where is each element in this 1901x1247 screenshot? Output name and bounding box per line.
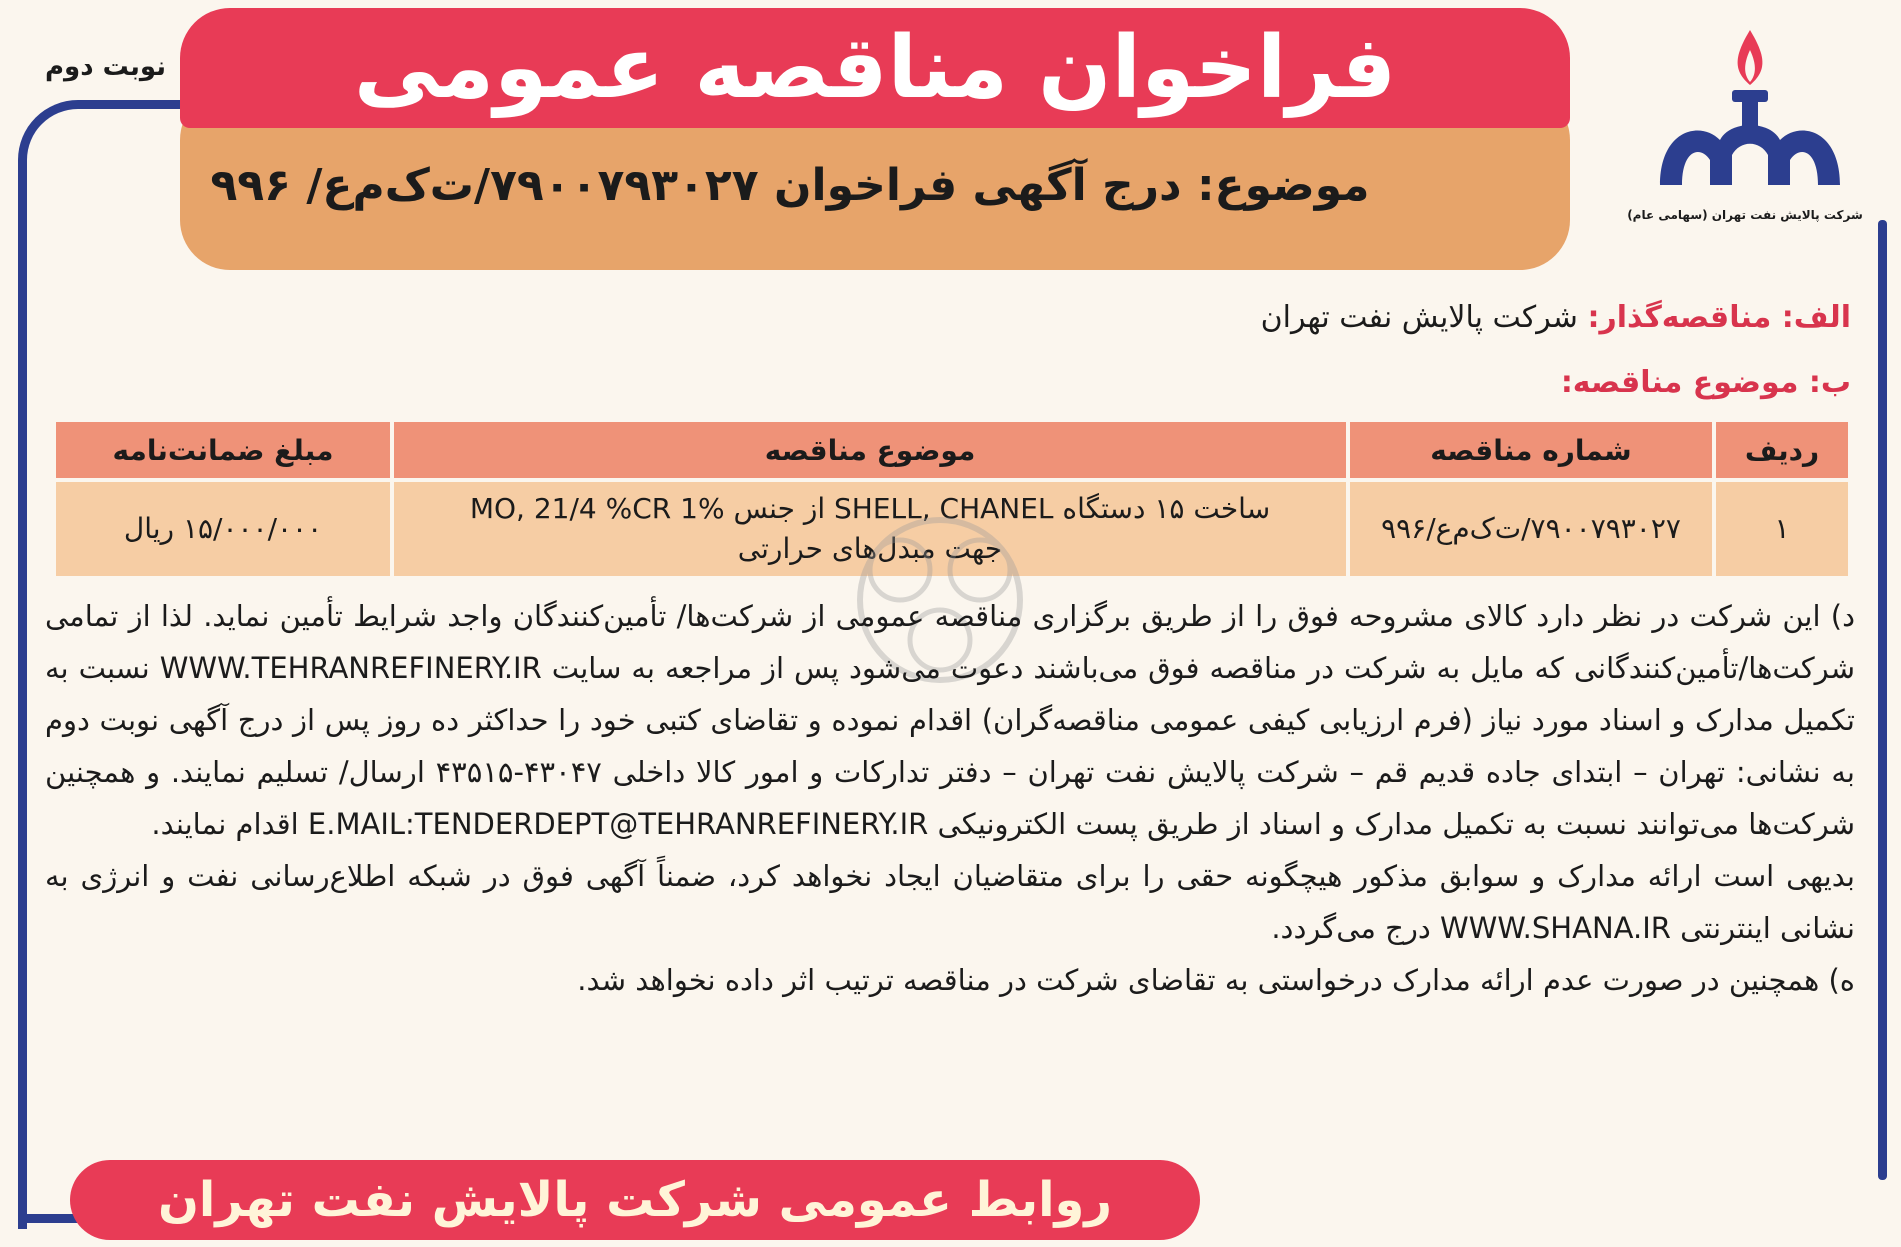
logo-caption: شرکت پالایش نفت تهران (سهامی عام) (1627, 208, 1863, 222)
col-header-row-number: ردیف (1714, 420, 1850, 480)
refinery-logo-icon (1640, 20, 1860, 200)
col-header-tender-subject: موضوع مناقصه (392, 420, 1348, 480)
cell-tender-number: ۷۹۰۰۷۹۳۰۲۷/ت‌ک‌م‌ع/۹۹۶ (1348, 480, 1714, 578)
footer-banner (70, 1160, 1200, 1240)
cell-row-number: ۱ (1714, 480, 1850, 578)
round-label: نوبت دوم (45, 52, 166, 82)
subject-line-2: جهت مبدل‌های حرارتی (737, 532, 1003, 565)
body-text (45, 590, 1855, 1006)
page-title: فراخوان مناقصه عمومی (353, 18, 1397, 118)
col-header-tender-number: شماره مناقصه (1348, 420, 1714, 480)
col-header-guarantee: مبلغ ضمانت‌نامه (54, 420, 392, 480)
subject-line: موضوع: درج آگهی فراخوان ۷۹۰۰۷۹۳۰۲۷/ت‌ک‌م‌ع/ ۹۹۶ (210, 160, 1370, 211)
header-title-band (180, 8, 1570, 128)
section-b (1561, 365, 1851, 400)
paragraph-d: د) این شرکت در نظر دارد کالای مشروحه فوق را از طریق برگزاری مناقصه عمومی از شرکت‌ها/ تأمین‌کنندگان واجد شرایط تأمین نماید. لذا از تمامی شرکت‌ها/تأمین‌کنندگانی که مایل به شرکت در مناقصه فوق می‌باشند دعوت می‌شود پس از مراجعه به سایت WWW.TEHRANREFINERY.IR نسبت به تکمیل مدارک و اسناد مورد نیاز (فرم ارزیابی کیفی عمومی مناقصه‌گران) اقدام نموده و تقاضای کتبی خود را حداکثر ده روز پس از درج آگهی نوبت دوم به نشانی: تهران – ابتدای جاده قدیم قم – شرکت پالایش نفت تهران – دفتر تدارکات و امور کالا داخلی ۴۳۰۴۷-۴۳۵۱۵ ارسال/ تسلیم نمایند. و همچنین شرکت‌ها می‌توانند نسبت به تکمیل مدارک و اسناد از طریق پست الکترونیکی E.MAIL:TENDERDEPT@TEHRANREFINERY.IR اقدام نمایند. (45, 599, 1855, 841)
subject-line-1: ساخت ۱۵ دستگاه SHELL, CHANEL از جنس %1 MO, 21/4 %CR (469, 492, 1271, 525)
border-frame-right (1878, 220, 1887, 1180)
paragraph-h: ه) همچنین در صورت عدم ارائه مدارک درخواستی به تقاضای شرکت در مناقصه ترتیب اثر داده نخواهد شد. (577, 963, 1855, 997)
section-a (1261, 300, 1851, 335)
cell-guarantee: ۱۵/۰۰۰/۰۰۰ ریال (54, 480, 392, 578)
footer-text: روابط عمومی شرکت پالایش نفت تهران (157, 1172, 1113, 1228)
section-b-label: ب: موضوع مناقصه: (1560, 365, 1851, 400)
section-a-label: الف: مناقصه‌گذار: (1587, 300, 1851, 335)
paragraph-note: بدیهی است ارائه مدارک و سوابق مذکور هیچگونه حقی را برای متقاضیان ایجاد نخواهد کرد، ضمناً آگهی فوق در شبکه اطلاع‌رسانی نفت و انرژی به نشانی اینترنتی WWW.SHANA.IR درج می‌گردد. (45, 859, 1855, 945)
section-a-value: شرکت پالایش نفت تهران (1260, 300, 1578, 335)
table-header-row (54, 420, 1850, 480)
